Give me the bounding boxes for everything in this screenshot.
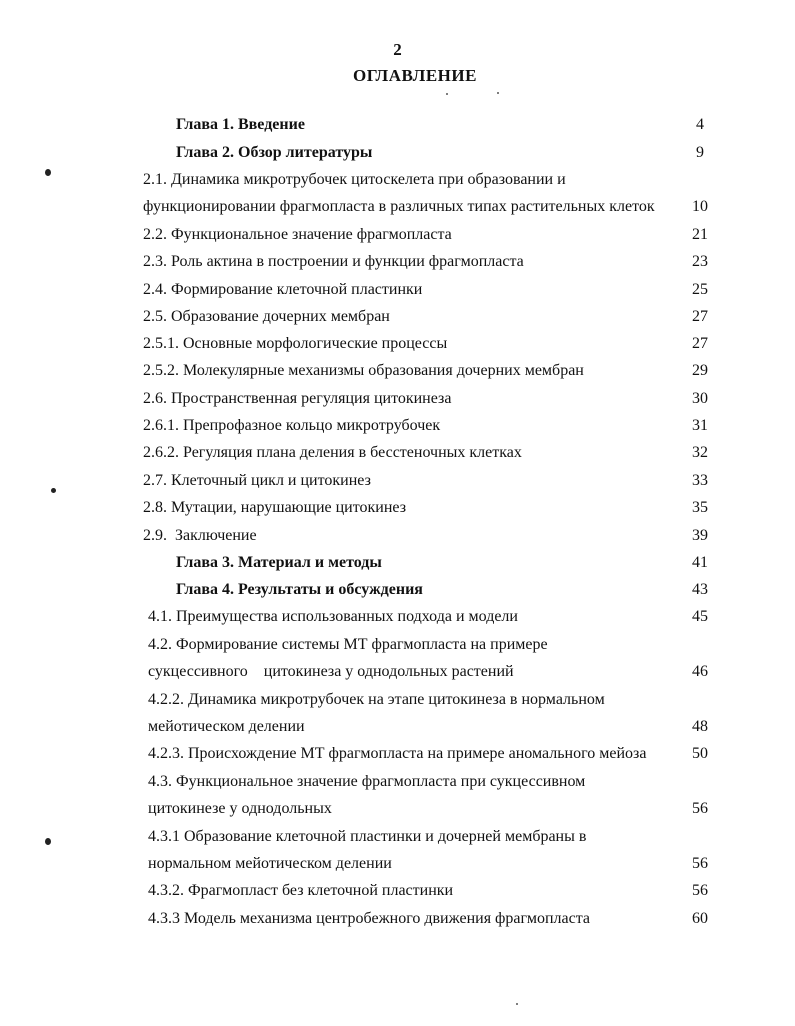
toc-entry-4-3-cont: цитокинезе у однодольных	[148, 800, 332, 817]
toc-page-4-2-2: 48	[692, 718, 708, 735]
toc-entry-2-6-1: 2.6.1. Препрофазное кольцо микротрубочек	[143, 417, 441, 434]
toc-page-chapter-3: 41	[692, 554, 708, 571]
scan-mark-top	[45, 169, 51, 176]
toc-entry-4-3: 4.3. Функциональное значение фрагмопласта при сукцессивном	[148, 773, 586, 790]
toc-entry-2-6-2: 2.6.2. Регуляция плана деления в бесстеночных клетках	[143, 444, 522, 461]
toc-page-2-1: 10	[692, 198, 708, 215]
page-number: 2	[393, 40, 402, 59]
toc-page-2-6: 30	[692, 390, 708, 407]
toc-entry-2-2: 2.2. Функциональное значение фрагмопласта	[143, 226, 452, 243]
toc-entry-4-2-cont: сукцессивного цитокинеза у однодольных растений	[148, 663, 514, 680]
toc-page-2-7: 33	[692, 472, 708, 489]
page-title: ОГЛАВЛЕНИЕ	[353, 66, 477, 85]
toc-entry-4-2-2-cont: мейотическом делении	[148, 718, 305, 735]
toc-page-chapter-4: 43	[692, 581, 708, 598]
toc-page-4-2: 46	[692, 663, 708, 680]
toc-page-chapter-1: 4	[696, 116, 704, 133]
toc-page-2-5: 27	[692, 308, 708, 325]
toc-entry-2-1-cont: функционировании фрагмопласта в различных типах растительных клеток	[143, 198, 655, 215]
toc-page-2-6-2: 32	[692, 444, 708, 461]
toc-entry-2-3: 2.3. Роль актина в построении и функции фрагмопласта	[143, 253, 524, 270]
toc-page-2-6-1: 31	[692, 417, 708, 434]
toc-page-2-3: 23	[692, 253, 708, 270]
scan-speck	[446, 93, 448, 95]
scan-mark-middle	[51, 488, 56, 493]
toc-entry-4-3-2: 4.3.2. Фрагмопласт без клеточной пластинки	[148, 882, 454, 899]
toc-entry-4-1: 4.1. Преимущества использованных подхода и модели	[148, 608, 518, 625]
scan-mark-bottom	[45, 838, 51, 845]
toc-entry-2-5-2: 2.5.2. Молекулярные механизмы образования дочерних мембран	[143, 362, 584, 379]
toc-page-2-4: 25	[692, 281, 708, 298]
toc-page-2-8: 35	[692, 499, 708, 516]
toc-entry-chapter-3: Глава 3. Материал и методы	[176, 554, 382, 571]
toc-page-4-3-2: 56	[692, 882, 708, 899]
toc-page-2-2: 21	[692, 226, 708, 243]
toc-entry-4-2: 4.2. Формирование системы МТ фрагмопласта на примере	[148, 636, 548, 653]
toc-entry-2-5-1: 2.5.1. Основные морфологические процессы	[143, 335, 448, 352]
toc-entry-2-4: 2.4. Формирование клеточной пластинки	[143, 281, 423, 298]
toc-entry-2-1: 2.1. Динамика микротрубочек цитоскелета при образовании и	[143, 171, 566, 188]
toc-entry-4-2-2: 4.2.2. Динамика микротрубочек на этапе цитокинеза в нормальном	[148, 691, 605, 708]
toc-page-chapter-2: 9	[696, 144, 704, 161]
toc-entry-4-3-1-cont: нормальном мейотическом делении	[148, 855, 392, 872]
toc-entry-2-5: 2.5. Образование дочерних мембран	[143, 308, 390, 325]
toc-page-2-9: 39	[692, 527, 708, 544]
toc-page-2-5-1: 27	[692, 335, 708, 352]
toc-page-4-3: 56	[692, 800, 708, 817]
toc-page-4-3-3: 60	[692, 910, 708, 927]
toc-page-4-3-1: 56	[692, 855, 708, 872]
toc-entry-2-6: 2.6. Пространственная регуляция цитокинеза	[143, 390, 452, 407]
toc-entry-chapter-1: Глава 1. Введение	[176, 116, 305, 133]
toc-entry-4-2-3: 4.2.3. Происхождение МТ фрагмопласта на примере аномального мейоза	[148, 745, 647, 762]
toc-entry-2-8: 2.8. Мутации, нарушающие цитокинез	[143, 499, 407, 516]
toc-entry-4-3-1: 4.3.1 Образование клеточной пластинки и дочерней мембраны в	[148, 828, 587, 845]
toc-page-2-5-2: 29	[692, 362, 708, 379]
scan-speck	[497, 92, 499, 94]
toc-entry-2-7: 2.7. Клеточный цикл и цитокинез	[143, 472, 371, 489]
toc-page-4-1: 45	[692, 608, 708, 625]
toc-entry-chapter-2: Глава 2. Обзор литературы	[176, 144, 373, 161]
scan-speck	[516, 1003, 518, 1005]
toc-entry-2-9: 2.9. Заключение	[143, 527, 257, 544]
toc-entry-4-3-3: 4.3.3 Модель механизма центробежного движения фрагмопласта	[148, 910, 591, 927]
toc-page-4-2-3: 50	[692, 745, 708, 762]
toc-entry-chapter-4: Глава 4. Результаты и обсуждения	[176, 581, 423, 598]
